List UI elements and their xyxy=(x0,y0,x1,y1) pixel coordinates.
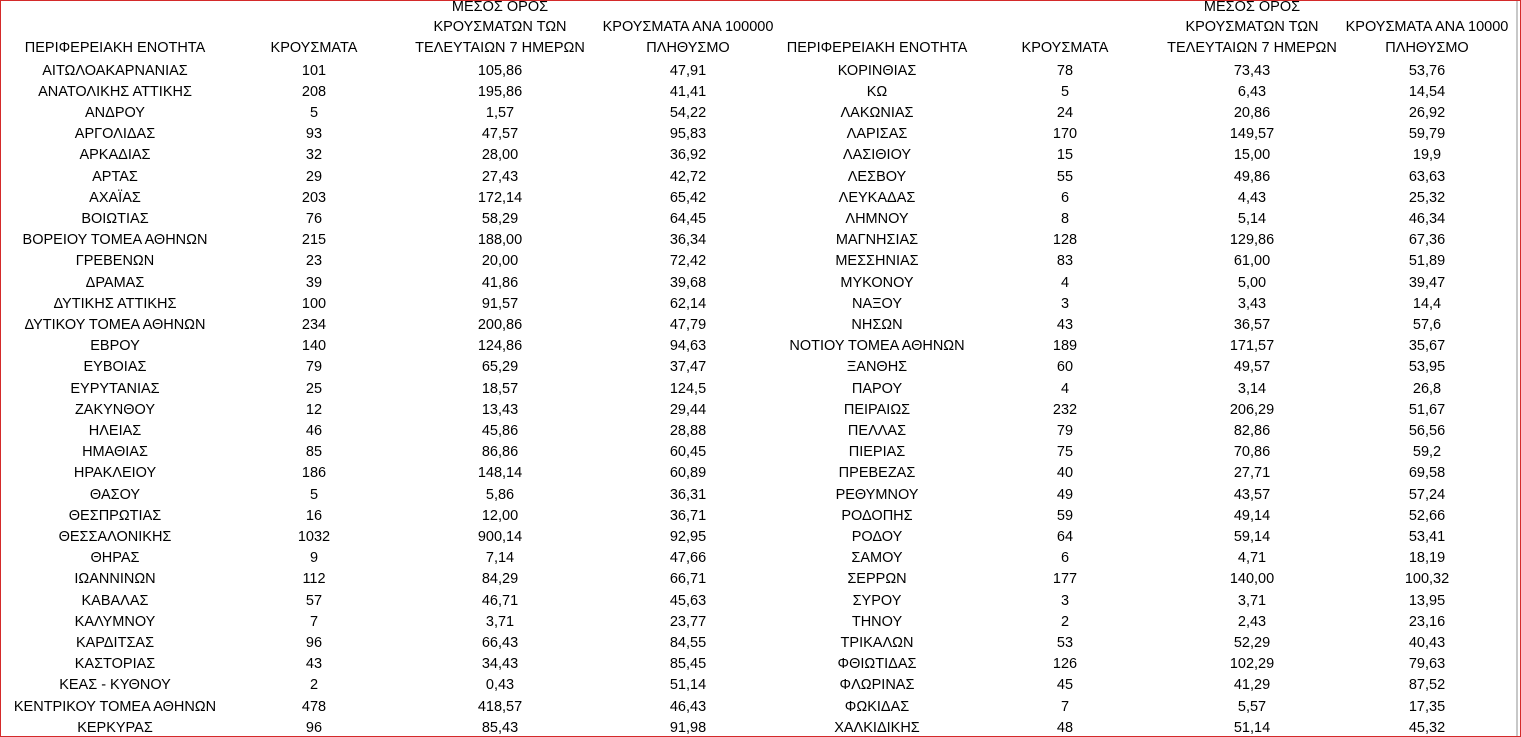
cell-cases: 83 xyxy=(1056,253,1074,270)
cell-region: ΗΡΑΚΛΕΙΟΥ xyxy=(73,465,157,482)
header-left-avg7 xyxy=(400,0,600,58)
cell-cases: 7 xyxy=(1060,698,1070,715)
cell-region: ΕΒΡΟΥ xyxy=(90,338,140,355)
cell-avg7: 70,86 xyxy=(1233,444,1271,461)
cell-cases: 1032 xyxy=(297,528,331,545)
cell-cases: 101 xyxy=(301,62,327,79)
cell-cases: 53 xyxy=(1056,634,1074,651)
cell-region: ΝΟΤΙΟΥ ΤΟΜΕΑ ΑΘΗΝΩΝ xyxy=(789,338,965,355)
cell-avg7: 13,43 xyxy=(481,401,519,418)
cell-cases: 232 xyxy=(1052,401,1078,418)
cell-region: ΦΘΙΩΤΙΔΑΣ xyxy=(837,656,917,673)
cell-avg7: 5,14 xyxy=(1237,210,1267,227)
cell-cases: 5 xyxy=(1060,83,1070,100)
cell-cases: 24 xyxy=(1056,104,1074,121)
cell-region: ΡΟΔΟΠΗΣ xyxy=(841,507,913,524)
cell-per100k: 29,44 xyxy=(669,401,707,418)
cell-region: ΑΧΑΪΑΣ xyxy=(89,189,141,206)
cell-per100k: 36,34 xyxy=(669,232,707,249)
cell-avg7: 105,86 xyxy=(477,62,523,79)
cell-avg7: 188,00 xyxy=(477,232,523,249)
header-right-cases xyxy=(1005,38,1125,59)
cell-avg7: 148,14 xyxy=(477,465,523,482)
cell-region: ΛΗΜΝΟΥ xyxy=(845,210,909,227)
cell-cases: 140 xyxy=(301,338,327,355)
cell-region: ΚΑΒΑΛΑΣ xyxy=(81,592,149,609)
cell-region: ΕΥΡΥΤΑΝΙΑΣ xyxy=(70,380,160,397)
cell-avg7: 46,71 xyxy=(481,592,519,609)
cell-per100k: 94,63 xyxy=(669,338,707,355)
header-line: ΠΛΗΘΥΣΜΟ xyxy=(1385,39,1469,56)
cell-cases: 43 xyxy=(305,656,323,673)
cell-cases: 177 xyxy=(1052,571,1078,588)
cell-region: ΡΕΘΥΜΝΟΥ xyxy=(835,486,919,503)
cell-region: ΦΩΚΙΔΑΣ xyxy=(844,698,910,715)
cell-region: ΚΕΝΤΡΙΚΟΥ ΤΟΜΕΑ ΑΘΗΝΩΝ xyxy=(13,698,217,715)
cell-region: ΓΡΕΒΕΝΩΝ xyxy=(75,253,155,270)
cell-avg7: 49,14 xyxy=(1233,507,1271,524)
cell-region: ΣΥΡΟΥ xyxy=(852,592,902,609)
cell-per100k: 63,63 xyxy=(1408,168,1446,185)
cell-avg7: 28,00 xyxy=(481,147,519,164)
cell-region: ΑΙΤΩΛΟΑΚΑΡΝΑΝΙΑΣ xyxy=(42,62,188,79)
cell-per100k: 17,35 xyxy=(1408,698,1446,715)
cell-per100k: 72,42 xyxy=(669,253,707,270)
cell-avg7: 36,57 xyxy=(1233,316,1271,333)
cell-avg7: 27,71 xyxy=(1233,465,1271,482)
cell-per100k: 47,66 xyxy=(669,550,707,567)
header-line: ΜΕΣΟΣ ΟΡΟΣ xyxy=(1203,0,1301,15)
cell-region: ΠΕΙΡΑΙΩΣ xyxy=(843,401,911,418)
cell-region: ΜΑΓΝΗΣΙΑΣ xyxy=(835,232,919,249)
cell-per100k: 23,16 xyxy=(1408,613,1446,630)
header-line: ΚΡΟΥΣΜΑΤΑ xyxy=(270,39,358,56)
cell-avg7: 172,14 xyxy=(477,189,523,206)
cell-per100k: 67,36 xyxy=(1408,232,1446,249)
cell-region: ΑΡΚΑΔΙΑΣ xyxy=(79,147,151,164)
cell-per100k: 26,92 xyxy=(1408,104,1446,121)
cell-cases: 170 xyxy=(1052,126,1078,143)
cell-per100k: 39,47 xyxy=(1408,274,1446,291)
cell-per100k: 18,19 xyxy=(1408,550,1446,567)
cell-per100k: 60,45 xyxy=(669,444,707,461)
header-line: ΚΡΟΥΣΜΑΤΑ ΑΝΑ 10000 xyxy=(1345,19,1509,35)
sheet-edge-divider xyxy=(1516,1,1518,737)
cell-cases: 93 xyxy=(305,126,323,143)
cell-cases: 6 xyxy=(1060,189,1070,206)
cell-region: ΒΟΡΕΙΟΥ ΤΟΜΕΑ ΑΘΗΝΩΝ xyxy=(22,232,208,249)
cell-region: ΔΥΤΙΚΗΣ ΑΤΤΙΚΗΣ xyxy=(53,295,177,312)
cell-per100k: 59,79 xyxy=(1408,126,1446,143)
cell-per100k: 84,55 xyxy=(669,634,707,651)
cell-region: ΚΕΡΚΥΡΑΣ xyxy=(77,719,153,736)
cell-cases: 85 xyxy=(305,444,323,461)
header-right-per100k xyxy=(1327,17,1521,58)
cell-cases: 25 xyxy=(305,380,323,397)
header-line: ΚΡΟΥΣΜΑΤΑ xyxy=(1021,39,1109,56)
cell-avg7: 49,86 xyxy=(1233,168,1271,185)
cell-per100k: 92,95 xyxy=(669,528,707,545)
cell-per100k: 13,95 xyxy=(1408,592,1446,609)
cell-cases: 40 xyxy=(1056,465,1074,482)
header-line: ΠΕΡΙΦΕΡΕΙΑΚΗ ΕΝΟΤΗΤΑ xyxy=(786,39,968,56)
cell-per100k: 26,8 xyxy=(1412,380,1442,397)
cell-avg7: 34,43 xyxy=(481,656,519,673)
cell-region: ΘΑΣΟΥ xyxy=(89,486,141,503)
cell-cases: 5 xyxy=(309,104,319,121)
cell-cases: 7 xyxy=(309,613,319,630)
cell-avg7: 102,29 xyxy=(1229,656,1275,673)
cell-cases: 478 xyxy=(301,698,327,715)
header-line: ΠΕΡΙΦΕΡΕΙΑΚΗ ΕΝΟΤΗΤΑ xyxy=(24,39,206,56)
cell-cases: 46 xyxy=(305,422,323,439)
cell-per100k: 46,43 xyxy=(669,698,707,715)
cell-avg7: 3,71 xyxy=(1237,592,1267,609)
cell-avg7: 4,71 xyxy=(1237,550,1267,567)
cell-avg7: 73,43 xyxy=(1233,62,1271,79)
cell-cases: 4 xyxy=(1060,380,1070,397)
cell-region: ΜΕΣΣΗΝΙΑΣ xyxy=(835,253,919,270)
cell-cases: 203 xyxy=(301,189,327,206)
cell-cases: 23 xyxy=(305,253,323,270)
cell-region: ΗΛΕΙΑΣ xyxy=(88,422,142,439)
cell-cases: 96 xyxy=(305,634,323,651)
cell-cases: 45 xyxy=(1056,677,1074,694)
cell-per100k: 47,79 xyxy=(669,316,707,333)
cell-region: ΜΥΚΟΝΟΥ xyxy=(840,274,914,291)
cell-avg7: 58,29 xyxy=(481,210,519,227)
cell-per100k: 53,41 xyxy=(1408,528,1446,545)
cell-per100k: 36,31 xyxy=(669,486,707,503)
cell-avg7: 418,57 xyxy=(477,698,523,715)
cell-per100k: 69,58 xyxy=(1408,465,1446,482)
cell-cases: 39 xyxy=(305,274,323,291)
cell-cases: 60 xyxy=(1056,359,1074,376)
cell-avg7: 3,14 xyxy=(1237,380,1267,397)
cell-avg7: 2,43 xyxy=(1237,613,1267,630)
cell-region: ΠΙΕΡΙΑΣ xyxy=(848,444,906,461)
cell-cases: 5 xyxy=(309,486,319,503)
cell-region: ΖΑΚΥΝΘΟΥ xyxy=(74,401,156,418)
cell-per100k: 85,45 xyxy=(669,656,707,673)
cell-region: ΚΑΡΔΙΤΣΑΣ xyxy=(75,634,155,651)
cell-avg7: 206,29 xyxy=(1229,401,1275,418)
cell-per100k: 47,91 xyxy=(669,62,707,79)
cell-cases: 15 xyxy=(1056,147,1074,164)
cell-cases: 16 xyxy=(305,507,323,524)
cell-region: ΣΕΡΡΩΝ xyxy=(847,571,907,588)
cell-per100k: 45,32 xyxy=(1408,719,1446,736)
cell-cases: 126 xyxy=(1052,656,1078,673)
cell-cases: 96 xyxy=(305,719,323,736)
cell-per100k: 64,45 xyxy=(669,210,707,227)
cell-avg7: 171,57 xyxy=(1229,338,1275,355)
cell-avg7: 200,86 xyxy=(477,316,523,333)
cell-cases: 12 xyxy=(305,401,323,418)
cell-cases: 3 xyxy=(1060,592,1070,609)
cell-per100k: 35,67 xyxy=(1408,338,1446,355)
cell-cases: 8 xyxy=(1060,210,1070,227)
cell-per100k: 36,92 xyxy=(669,147,707,164)
cell-avg7: 149,57 xyxy=(1229,126,1275,143)
cell-region: ΣΑΜΟΥ xyxy=(851,550,903,567)
cell-cases: 9 xyxy=(309,550,319,567)
header-line: ΤΕΛΕΥΤΑΙΩΝ 7 ΗΜΕΡΩΝ xyxy=(1167,39,1337,56)
cell-cases: 100 xyxy=(301,295,327,312)
cell-region: ΑΡΤΑΣ xyxy=(92,168,138,185)
cell-per100k: 51,14 xyxy=(669,677,707,694)
cell-region: ΑΝΔΡΟΥ xyxy=(85,104,145,121)
cell-per100k: 79,63 xyxy=(1408,656,1446,673)
cell-avg7: 4,43 xyxy=(1237,189,1267,206)
header-right-avg7 xyxy=(1152,0,1352,58)
cell-avg7: 5,00 xyxy=(1237,274,1267,291)
cell-per100k: 39,68 xyxy=(669,274,707,291)
cell-per100k: 95,83 xyxy=(669,126,707,143)
cell-avg7: 47,57 xyxy=(481,126,519,143)
cell-avg7: 65,29 xyxy=(481,359,519,376)
cell-avg7: 45,86 xyxy=(481,422,519,439)
cell-cases: 49 xyxy=(1056,486,1074,503)
cell-per100k: 57,6 xyxy=(1412,316,1442,333)
cell-per100k: 37,47 xyxy=(669,359,707,376)
header-line: ΚΡΟΥΣΜΑΤΑ ΑΝΑ 100000 xyxy=(602,19,774,35)
cell-cases: 189 xyxy=(1052,338,1078,355)
cell-region: ΛΑΚΩΝΙΑΣ xyxy=(840,104,914,121)
cell-per100k: 41,41 xyxy=(669,83,707,100)
cell-per100k: 40,43 xyxy=(1408,634,1446,651)
cell-per100k: 46,34 xyxy=(1408,210,1446,227)
cell-avg7: 3,71 xyxy=(485,613,515,630)
cell-cases: 32 xyxy=(305,147,323,164)
cell-region: ΔΡΑΜΑΣ xyxy=(85,274,145,291)
cell-cases: 128 xyxy=(1052,232,1078,249)
cell-region: ΛΑΡΙΣΑΣ xyxy=(846,126,908,143)
cell-per100k: 14,4 xyxy=(1412,295,1442,312)
header-line: ΜΕΣΟΣ ΟΡΟΣ xyxy=(451,0,549,15)
cell-avg7: 900,14 xyxy=(477,528,523,545)
cell-region: ΠΑΡΟΥ xyxy=(851,380,903,397)
cell-cases: 215 xyxy=(301,232,327,249)
cell-avg7: 59,14 xyxy=(1233,528,1271,545)
cell-cases: 2 xyxy=(309,677,319,694)
cell-avg7: 43,57 xyxy=(1233,486,1271,503)
cell-per100k: 23,77 xyxy=(669,613,707,630)
cell-avg7: 61,00 xyxy=(1233,253,1271,270)
cell-region: ΚΕΑΣ - ΚΥΘΝΟΥ xyxy=(59,677,171,694)
cell-per100k: 51,67 xyxy=(1408,401,1446,418)
cell-cases: 208 xyxy=(301,83,327,100)
cell-per100k: 59,2 xyxy=(1412,444,1442,461)
cell-region: ΞΑΝΘΗΣ xyxy=(846,359,908,376)
cell-per100k: 42,72 xyxy=(669,168,707,185)
cell-region: ΠΕΛΛΑΣ xyxy=(847,422,907,439)
cell-avg7: 86,86 xyxy=(481,444,519,461)
cell-avg7: 129,86 xyxy=(1229,232,1275,249)
cell-per100k: 53,95 xyxy=(1408,359,1446,376)
cell-avg7: 1,57 xyxy=(485,104,515,121)
cell-per100k: 124,5 xyxy=(669,380,707,397)
cell-cases: 234 xyxy=(301,316,327,333)
cell-per100k: 87,52 xyxy=(1408,677,1446,694)
cell-avg7: 27,43 xyxy=(481,168,519,185)
cell-cases: 29 xyxy=(305,168,323,185)
cell-cases: 48 xyxy=(1056,719,1074,736)
cell-avg7: 15,00 xyxy=(1233,147,1271,164)
cell-per100k: 56,56 xyxy=(1408,422,1446,439)
cell-cases: 3 xyxy=(1060,295,1070,312)
cell-per100k: 25,32 xyxy=(1408,189,1446,206)
cell-avg7: 6,43 xyxy=(1237,83,1267,100)
cell-per100k: 14,54 xyxy=(1408,83,1446,100)
header-left-region xyxy=(0,38,235,59)
cell-avg7: 85,43 xyxy=(481,719,519,736)
cell-region: ΛΕΣΒΟΥ xyxy=(847,168,907,185)
cell-avg7: 91,57 xyxy=(481,295,519,312)
cell-avg7: 7,14 xyxy=(485,550,515,567)
cell-per100k: 52,66 xyxy=(1408,507,1446,524)
header-line: ΤΕΛΕΥΤΑΙΩΝ 7 ΗΜΕΡΩΝ xyxy=(415,39,585,56)
cell-region: ΛΕΥΚΑΔΑΣ xyxy=(838,189,916,206)
cell-per100k: 51,89 xyxy=(1408,253,1446,270)
cell-region: ΘΕΣΣΑΛΟΝΙΚΗΣ xyxy=(58,528,172,545)
cell-avg7: 84,29 xyxy=(481,571,519,588)
cell-region: ΔΥΤΙΚΟΥ ΤΟΜΕΑ ΑΘΗΝΩΝ xyxy=(24,316,206,333)
cell-region: ΚΩ xyxy=(866,83,888,100)
cell-region: ΤΗΝΟΥ xyxy=(851,613,903,630)
cell-region: ΚΑΛΥΜΝΟΥ xyxy=(74,613,156,630)
cell-avg7: 12,00 xyxy=(481,507,519,524)
cell-per100k: 60,89 xyxy=(669,465,707,482)
cell-region: ΗΜΑΘΙΑΣ xyxy=(82,444,148,461)
cell-avg7: 140,00 xyxy=(1229,571,1275,588)
cell-region: ΘΗΡΑΣ xyxy=(90,550,140,567)
cell-region: ΒΟΙΩΤΙΑΣ xyxy=(81,210,149,227)
cell-cases: 55 xyxy=(1056,168,1074,185)
cell-cases: 59 xyxy=(1056,507,1074,524)
cell-cases: 75 xyxy=(1056,444,1074,461)
cell-per100k: 65,42 xyxy=(669,189,707,206)
cell-per100k: 28,88 xyxy=(669,422,707,439)
cell-avg7: 3,43 xyxy=(1237,295,1267,312)
cell-avg7: 49,57 xyxy=(1233,359,1271,376)
cell-per100k: 53,76 xyxy=(1408,62,1446,79)
cell-avg7: 20,00 xyxy=(481,253,519,270)
cell-per100k: 45,63 xyxy=(669,592,707,609)
header-left-cases xyxy=(254,38,374,59)
cell-region: ΚΟΡΙΝΘΙΑΣ xyxy=(837,62,917,79)
cell-region: ΙΩΑΝΝΙΝΩΝ xyxy=(74,571,156,588)
cell-cases: 6 xyxy=(1060,550,1070,567)
cell-cases: 64 xyxy=(1056,528,1074,545)
cell-avg7: 5,57 xyxy=(1237,698,1267,715)
cell-per100k: 19,9 xyxy=(1412,147,1442,164)
cell-region: ΚΑΣΤΟΡΙΑΣ xyxy=(74,656,156,673)
header-line: ΚΡΟΥΣΜΑΤΩΝ ΤΩΝ xyxy=(1185,19,1319,35)
cell-per100k: 100,32 xyxy=(1404,571,1450,588)
cell-per100k: 54,22 xyxy=(669,104,707,121)
cell-region: ΤΡΙΚΑΛΩΝ xyxy=(840,634,914,651)
cell-cases: 186 xyxy=(301,465,327,482)
cell-cases: 2 xyxy=(1060,613,1070,630)
cell-avg7: 5,86 xyxy=(485,486,515,503)
cell-avg7: 41,86 xyxy=(481,274,519,291)
cell-region: ΧΑΛΚΙΔΙΚΗΣ xyxy=(834,719,920,736)
cell-cases: 57 xyxy=(305,592,323,609)
cell-avg7: 18,57 xyxy=(481,380,519,397)
cell-region: ΕΥΒΟΙΑΣ xyxy=(83,359,147,376)
cell-avg7: 124,86 xyxy=(477,338,523,355)
cell-avg7: 0,43 xyxy=(485,677,515,694)
cell-region: ΑΡΓΟΛΙΔΑΣ xyxy=(74,126,156,143)
cell-cases: 4 xyxy=(1060,274,1070,291)
cell-per100k: 91,98 xyxy=(669,719,707,736)
cell-avg7: 195,86 xyxy=(477,83,523,100)
cell-per100k: 66,71 xyxy=(669,571,707,588)
cell-cases: 79 xyxy=(1056,422,1074,439)
cell-avg7: 82,86 xyxy=(1233,422,1271,439)
cell-region: ΦΛΩΡΙΝΑΣ xyxy=(839,677,915,694)
cell-avg7: 52,29 xyxy=(1233,634,1271,651)
cell-cases: 78 xyxy=(1056,62,1074,79)
cell-region: ΝΑΞΟΥ xyxy=(851,295,903,312)
header-line: ΚΡΟΥΣΜΑΤΩΝ ΤΩΝ xyxy=(433,19,567,35)
cell-avg7: 20,86 xyxy=(1233,104,1271,121)
cell-region: ΡΟΔΟΥ xyxy=(851,528,903,545)
cell-region: ΠΡΕΒΕΖΑΣ xyxy=(838,465,916,482)
cell-region: ΘΕΣΠΡΩΤΙΑΣ xyxy=(68,507,162,524)
cell-cases: 79 xyxy=(305,359,323,376)
cell-region: ΑΝΑΤΟΛΙΚΗΣ ΑΤΤΙΚΗΣ xyxy=(38,83,192,100)
cell-per100k: 62,14 xyxy=(669,295,707,312)
cell-region: ΝΗΣΩΝ xyxy=(851,316,903,333)
cell-cases: 76 xyxy=(305,210,323,227)
header-line: ΠΛΗΘΥΣΜΟ xyxy=(646,39,730,56)
cell-per100k: 36,71 xyxy=(669,507,707,524)
cell-per100k: 57,24 xyxy=(1408,486,1446,503)
cell-cases: 112 xyxy=(302,571,326,588)
cell-avg7: 51,14 xyxy=(1233,719,1271,736)
cell-avg7: 66,43 xyxy=(481,634,519,651)
cell-region: ΛΑΣΙΘΙΟΥ xyxy=(842,147,912,164)
cell-cases: 43 xyxy=(1056,316,1074,333)
header-right-region xyxy=(757,38,997,59)
cell-avg7: 41,29 xyxy=(1233,677,1271,694)
